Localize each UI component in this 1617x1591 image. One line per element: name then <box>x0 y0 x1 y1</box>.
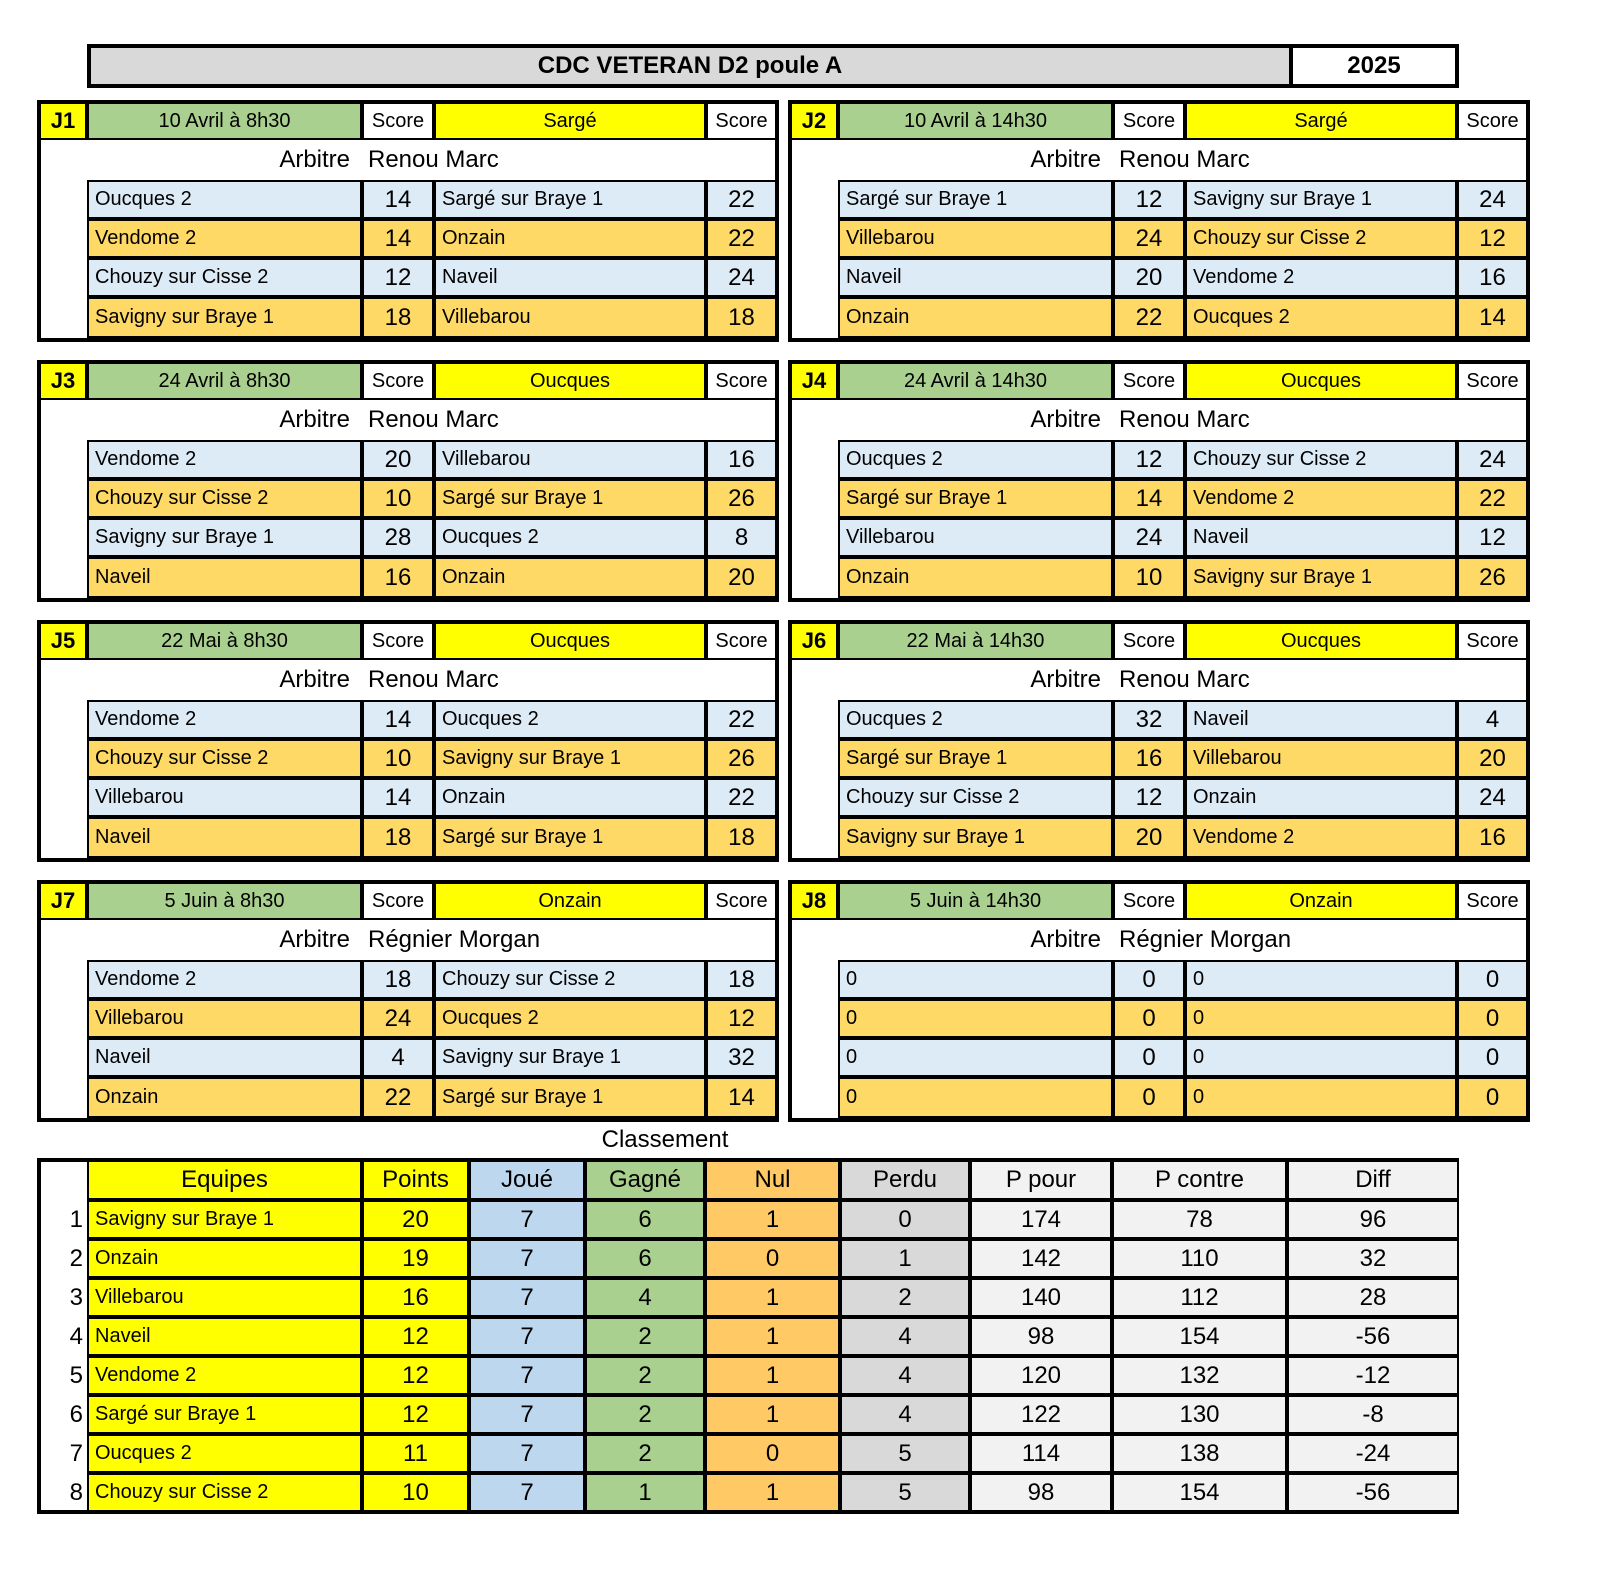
home-score: 4 <box>362 1038 434 1077</box>
rank: 1 <box>69 1205 83 1233</box>
away-score: 22 <box>706 219 777 258</box>
points-for: 98 <box>970 1473 1112 1512</box>
points-for: 140 <box>970 1278 1112 1317</box>
home-team: 0 <box>838 960 1113 999</box>
score-header: Score <box>706 882 777 920</box>
match-day-label: J2 <box>790 102 838 140</box>
points-against: 78 <box>1112 1200 1287 1239</box>
home-score: 10 <box>362 739 434 778</box>
score-header: Score <box>1457 362 1528 400</box>
referee-label: Arbitre <box>1030 146 1101 173</box>
home-team: Villebarou <box>87 999 362 1038</box>
lost: 4 <box>840 1356 970 1395</box>
away-team: Vendome 2 <box>1185 258 1457 297</box>
referee-name: Régnier Morgan <box>368 926 541 953</box>
away-score: 0 <box>1457 960 1528 999</box>
away-team: 0 <box>1185 1077 1457 1118</box>
home-team: Naveil <box>87 817 362 858</box>
away-team: Naveil <box>434 258 706 297</box>
header-played: Joué <box>469 1160 585 1200</box>
away-team: Sargé sur Braye 1 <box>434 180 706 219</box>
points-for: 142 <box>970 1239 1112 1278</box>
home-score: 20 <box>1113 258 1185 297</box>
away-team: Onzain <box>1185 778 1457 817</box>
away-score: 12 <box>706 999 777 1038</box>
home-team: Naveil <box>838 258 1113 297</box>
referee-name: Régnier Morgan <box>1119 926 1292 953</box>
points: 20 <box>362 1200 469 1239</box>
away-score: 22 <box>706 700 777 739</box>
won: 6 <box>585 1239 705 1278</box>
match-date: 5 Juin à 8h30 <box>87 882 362 920</box>
score-header: Score <box>1457 882 1528 920</box>
points: 16 <box>362 1278 469 1317</box>
match-day-label: J3 <box>39 362 87 400</box>
host-club: Oucques <box>434 622 706 660</box>
home-score: 12 <box>362 258 434 297</box>
away-team: 0 <box>1185 960 1457 999</box>
home-score: 20 <box>1113 817 1185 858</box>
away-score: 0 <box>1457 1077 1528 1118</box>
away-score: 0 <box>1457 1038 1528 1077</box>
away-team: Chouzy sur Cisse 2 <box>1185 219 1457 258</box>
score-header: Score <box>706 622 777 660</box>
home-team: Onzain <box>838 297 1113 338</box>
season-year: 2025 <box>1289 44 1459 88</box>
away-score: 16 <box>1457 817 1528 858</box>
away-team: Chouzy sur Cisse 2 <box>434 960 706 999</box>
host-club: Onzain <box>434 882 706 920</box>
referee-label: Arbitre <box>1030 406 1101 433</box>
home-score: 0 <box>1113 1077 1185 1118</box>
won: 2 <box>585 1317 705 1356</box>
away-team: Onzain <box>434 778 706 817</box>
won: 6 <box>585 1200 705 1239</box>
match-date: 5 Juin à 14h30 <box>838 882 1113 920</box>
score-header: Score <box>1113 362 1185 400</box>
standings-title: Classement <box>601 1126 729 1153</box>
away-team: Savigny sur Braye 1 <box>1185 180 1457 219</box>
away-team: Oucques 2 <box>434 999 706 1038</box>
points-for: 122 <box>970 1395 1112 1434</box>
played: 7 <box>469 1356 585 1395</box>
point-diff: -12 <box>1287 1356 1459 1395</box>
home-score: 32 <box>1113 700 1185 739</box>
home-team: Villebarou <box>838 518 1113 557</box>
referee-label: Arbitre <box>279 926 350 953</box>
home-team: Savigny sur Braye 1 <box>838 817 1113 858</box>
rank: 8 <box>69 1478 83 1506</box>
match-day-label: J5 <box>39 622 87 660</box>
team-name: Onzain <box>87 1239 362 1278</box>
referee-label: Arbitre <box>1030 666 1101 693</box>
score-header: Score <box>706 362 777 400</box>
away-score: 20 <box>1457 739 1528 778</box>
home-team: Onzain <box>87 1077 362 1118</box>
away-team: Savigny sur Braye 1 <box>1185 557 1457 598</box>
lost: 5 <box>840 1473 970 1512</box>
match-date: 24 Avril à 8h30 <box>87 362 362 400</box>
home-score: 24 <box>362 999 434 1038</box>
header-draw: Nul <box>705 1160 840 1200</box>
home-score: 10 <box>362 479 434 518</box>
away-score: 0 <box>1457 999 1528 1038</box>
match-date: 10 Avril à 14h30 <box>838 102 1113 140</box>
home-team: Naveil <box>87 557 362 598</box>
points: 11 <box>362 1434 469 1473</box>
home-team: Chouzy sur Cisse 2 <box>87 739 362 778</box>
away-score: 26 <box>706 739 777 778</box>
played: 7 <box>469 1395 585 1434</box>
rank: 4 <box>69 1322 83 1350</box>
points-for: 174 <box>970 1200 1112 1239</box>
header-won: Gagné <box>585 1160 705 1200</box>
home-team: Sargé sur Braye 1 <box>838 739 1113 778</box>
match-date: 22 Mai à 14h30 <box>838 622 1113 660</box>
won: 2 <box>585 1356 705 1395</box>
rank: 6 <box>69 1400 83 1428</box>
points-for: 98 <box>970 1317 1112 1356</box>
header-point-diff: Diff <box>1287 1160 1459 1200</box>
host-club: Onzain <box>1185 882 1457 920</box>
score-header: Score <box>1113 622 1185 660</box>
host-club: Oucques <box>1185 622 1457 660</box>
lost: 1 <box>840 1239 970 1278</box>
home-score: 0 <box>1113 960 1185 999</box>
home-team: Sargé sur Braye 1 <box>838 180 1113 219</box>
away-score: 24 <box>1457 440 1528 479</box>
score-header: Score <box>1457 622 1528 660</box>
home-team: Vendome 2 <box>87 960 362 999</box>
away-score: 22 <box>706 180 777 219</box>
referee-label: Arbitre <box>279 406 350 433</box>
away-team: Oucques 2 <box>434 700 706 739</box>
point-diff: -8 <box>1287 1395 1459 1434</box>
points-against: 138 <box>1112 1434 1287 1473</box>
away-team: Onzain <box>434 557 706 598</box>
away-team: Oucques 2 <box>434 518 706 557</box>
away-score: 14 <box>1457 297 1528 338</box>
home-score: 14 <box>362 700 434 739</box>
score-header: Score <box>1457 102 1528 140</box>
won: 2 <box>585 1395 705 1434</box>
referee-label: Arbitre <box>279 146 350 173</box>
draw: 1 <box>705 1473 840 1512</box>
home-score: 12 <box>1113 440 1185 479</box>
referee-name: Renou Marc <box>1119 666 1250 693</box>
home-score: 16 <box>362 557 434 598</box>
away-team: Sargé sur Braye 1 <box>434 479 706 518</box>
lost: 2 <box>840 1278 970 1317</box>
away-team: Savigny sur Braye 1 <box>434 1038 706 1077</box>
home-score: 16 <box>1113 739 1185 778</box>
home-score: 0 <box>1113 1038 1185 1077</box>
home-score: 12 <box>1113 778 1185 817</box>
lost: 4 <box>840 1317 970 1356</box>
header-lost: Perdu <box>840 1160 970 1200</box>
away-team: Villebarou <box>1185 739 1457 778</box>
away-team: Savigny sur Braye 1 <box>434 739 706 778</box>
home-score: 14 <box>362 219 434 258</box>
away-score: 4 <box>1457 700 1528 739</box>
played: 7 <box>469 1317 585 1356</box>
away-score: 24 <box>1457 180 1528 219</box>
match-day-label: J7 <box>39 882 87 920</box>
referee-name: Renou Marc <box>1119 406 1250 433</box>
score-header: Score <box>362 102 434 140</box>
away-team: Naveil <box>1185 518 1457 557</box>
home-team: Chouzy sur Cisse 2 <box>87 479 362 518</box>
match-date: 22 Mai à 8h30 <box>87 622 362 660</box>
draw: 0 <box>705 1434 840 1473</box>
referee-name: Renou Marc <box>368 406 499 433</box>
team-name: Oucques 2 <box>87 1434 362 1473</box>
points-against: 110 <box>1112 1239 1287 1278</box>
score-header: Score <box>706 102 777 140</box>
home-team: Villebarou <box>87 778 362 817</box>
match-day-label: J6 <box>790 622 838 660</box>
away-score: 12 <box>1457 518 1528 557</box>
away-score: 14 <box>706 1077 777 1118</box>
away-score: 16 <box>706 440 777 479</box>
team-name: Naveil <box>87 1317 362 1356</box>
home-team: Sargé sur Braye 1 <box>838 479 1113 518</box>
away-score: 22 <box>706 778 777 817</box>
points-for: 114 <box>970 1434 1112 1473</box>
match-day-label: J4 <box>790 362 838 400</box>
host-club: Oucques <box>1185 362 1457 400</box>
away-score: 32 <box>706 1038 777 1077</box>
home-score: 14 <box>362 180 434 219</box>
point-diff: -56 <box>1287 1317 1459 1356</box>
away-team: Naveil <box>1185 700 1457 739</box>
point-diff: 28 <box>1287 1278 1459 1317</box>
away-team: Villebarou <box>434 297 706 338</box>
points-against: 154 <box>1112 1473 1287 1512</box>
home-score: 14 <box>362 778 434 817</box>
referee-name: Renou Marc <box>1119 146 1250 173</box>
played: 7 <box>469 1473 585 1512</box>
away-score: 16 <box>1457 258 1528 297</box>
score-header: Score <box>362 362 434 400</box>
away-team: Sargé sur Braye 1 <box>434 1077 706 1118</box>
match-date: 24 Avril à 14h30 <box>838 362 1113 400</box>
home-score: 10 <box>1113 557 1185 598</box>
home-team: Vendome 2 <box>87 700 362 739</box>
score-header: Score <box>362 882 434 920</box>
draw: 1 <box>705 1395 840 1434</box>
home-team: 0 <box>838 1038 1113 1077</box>
header-team-name: Equipes <box>87 1160 362 1200</box>
lost: 0 <box>840 1200 970 1239</box>
score-header: Score <box>1113 102 1185 140</box>
header-points: Points <box>362 1160 469 1200</box>
points: 10 <box>362 1473 469 1512</box>
match-day-label: J8 <box>790 882 838 920</box>
match-date: 10 Avril à 8h30 <box>87 102 362 140</box>
home-score: 14 <box>1113 479 1185 518</box>
away-team: Vendome 2 <box>1185 817 1457 858</box>
home-team: Oucques 2 <box>838 700 1113 739</box>
draw: 0 <box>705 1239 840 1278</box>
points-for: 120 <box>970 1356 1112 1395</box>
home-team: Oucques 2 <box>87 180 362 219</box>
team-name: Chouzy sur Cisse 2 <box>87 1473 362 1512</box>
referee-name: Renou Marc <box>368 146 499 173</box>
draw: 1 <box>705 1278 840 1317</box>
won: 4 <box>585 1278 705 1317</box>
home-score: 24 <box>1113 219 1185 258</box>
away-team: Villebarou <box>434 440 706 479</box>
away-team: 0 <box>1185 1038 1457 1077</box>
home-score: 22 <box>1113 297 1185 338</box>
home-team: Chouzy sur Cisse 2 <box>87 258 362 297</box>
points-against: 112 <box>1112 1278 1287 1317</box>
lost: 4 <box>840 1395 970 1434</box>
points: 12 <box>362 1317 469 1356</box>
match-day-label: J1 <box>39 102 87 140</box>
home-score: 22 <box>362 1077 434 1118</box>
home-team: Savigny sur Braye 1 <box>87 518 362 557</box>
score-header: Score <box>362 622 434 660</box>
away-team: Sargé sur Braye 1 <box>434 817 706 858</box>
point-diff: -56 <box>1287 1473 1459 1512</box>
home-team: Onzain <box>838 557 1113 598</box>
away-score: 18 <box>706 817 777 858</box>
away-score: 26 <box>706 479 777 518</box>
home-score: 0 <box>1113 999 1185 1038</box>
draw: 1 <box>705 1200 840 1239</box>
home-score: 18 <box>362 817 434 858</box>
home-team: 0 <box>838 1077 1113 1118</box>
away-team: Chouzy sur Cisse 2 <box>1185 440 1457 479</box>
referee-label: Arbitre <box>1030 926 1101 953</box>
away-team: 0 <box>1185 999 1457 1038</box>
point-diff: 32 <box>1287 1239 1459 1278</box>
home-team: Vendome 2 <box>87 219 362 258</box>
away-score: 24 <box>1457 778 1528 817</box>
points-against: 154 <box>1112 1317 1287 1356</box>
away-score: 22 <box>1457 479 1528 518</box>
home-score: 18 <box>362 297 434 338</box>
points: 19 <box>362 1239 469 1278</box>
draw: 1 <box>705 1317 840 1356</box>
home-team: Vendome 2 <box>87 440 362 479</box>
played: 7 <box>469 1278 585 1317</box>
points-against: 132 <box>1112 1356 1287 1395</box>
team-name: Sargé sur Braye 1 <box>87 1395 362 1434</box>
away-score: 18 <box>706 297 777 338</box>
home-score: 24 <box>1113 518 1185 557</box>
played: 7 <box>469 1239 585 1278</box>
score-header: Score <box>1113 882 1185 920</box>
home-score: 28 <box>362 518 434 557</box>
referee-name: Renou Marc <box>368 666 499 693</box>
away-team: Oucques 2 <box>1185 297 1457 338</box>
team-name: Villebarou <box>87 1278 362 1317</box>
rank: 5 <box>69 1361 83 1389</box>
lost: 5 <box>840 1434 970 1473</box>
rank: 3 <box>69 1283 83 1311</box>
away-score: 8 <box>706 518 777 557</box>
away-score: 18 <box>706 960 777 999</box>
home-score: 18 <box>362 960 434 999</box>
team-name: Vendome 2 <box>87 1356 362 1395</box>
host-club: Oucques <box>434 362 706 400</box>
home-team: Oucques 2 <box>838 440 1113 479</box>
team-name: Savigny sur Braye 1 <box>87 1200 362 1239</box>
home-team: 0 <box>838 999 1113 1038</box>
away-score: 26 <box>1457 557 1528 598</box>
page-title: CDC VETERAN D2 poule A <box>87 44 1293 88</box>
home-score: 12 <box>1113 180 1185 219</box>
points: 12 <box>362 1395 469 1434</box>
draw: 1 <box>705 1356 840 1395</box>
home-team: Naveil <box>87 1038 362 1077</box>
referee-label: Arbitre <box>279 666 350 693</box>
away-team: Onzain <box>434 219 706 258</box>
away-score: 20 <box>706 557 777 598</box>
rank: 2 <box>69 1244 83 1272</box>
home-team: Savigny sur Braye 1 <box>87 297 362 338</box>
played: 7 <box>469 1200 585 1239</box>
away-team: Vendome 2 <box>1185 479 1457 518</box>
point-diff: 96 <box>1287 1200 1459 1239</box>
won: 2 <box>585 1434 705 1473</box>
away-score: 12 <box>1457 219 1528 258</box>
points: 12 <box>362 1356 469 1395</box>
host-club: Sargé <box>434 102 706 140</box>
away-score: 24 <box>706 258 777 297</box>
header-points-for: P pour <box>970 1160 1112 1200</box>
point-diff: -24 <box>1287 1434 1459 1473</box>
host-club: Sargé <box>1185 102 1457 140</box>
rank: 7 <box>69 1439 83 1467</box>
home-score: 20 <box>362 440 434 479</box>
won: 1 <box>585 1473 705 1512</box>
header-points-against: P contre <box>1112 1160 1287 1200</box>
points-against: 130 <box>1112 1395 1287 1434</box>
played: 7 <box>469 1434 585 1473</box>
home-team: Villebarou <box>838 219 1113 258</box>
home-team: Chouzy sur Cisse 2 <box>838 778 1113 817</box>
